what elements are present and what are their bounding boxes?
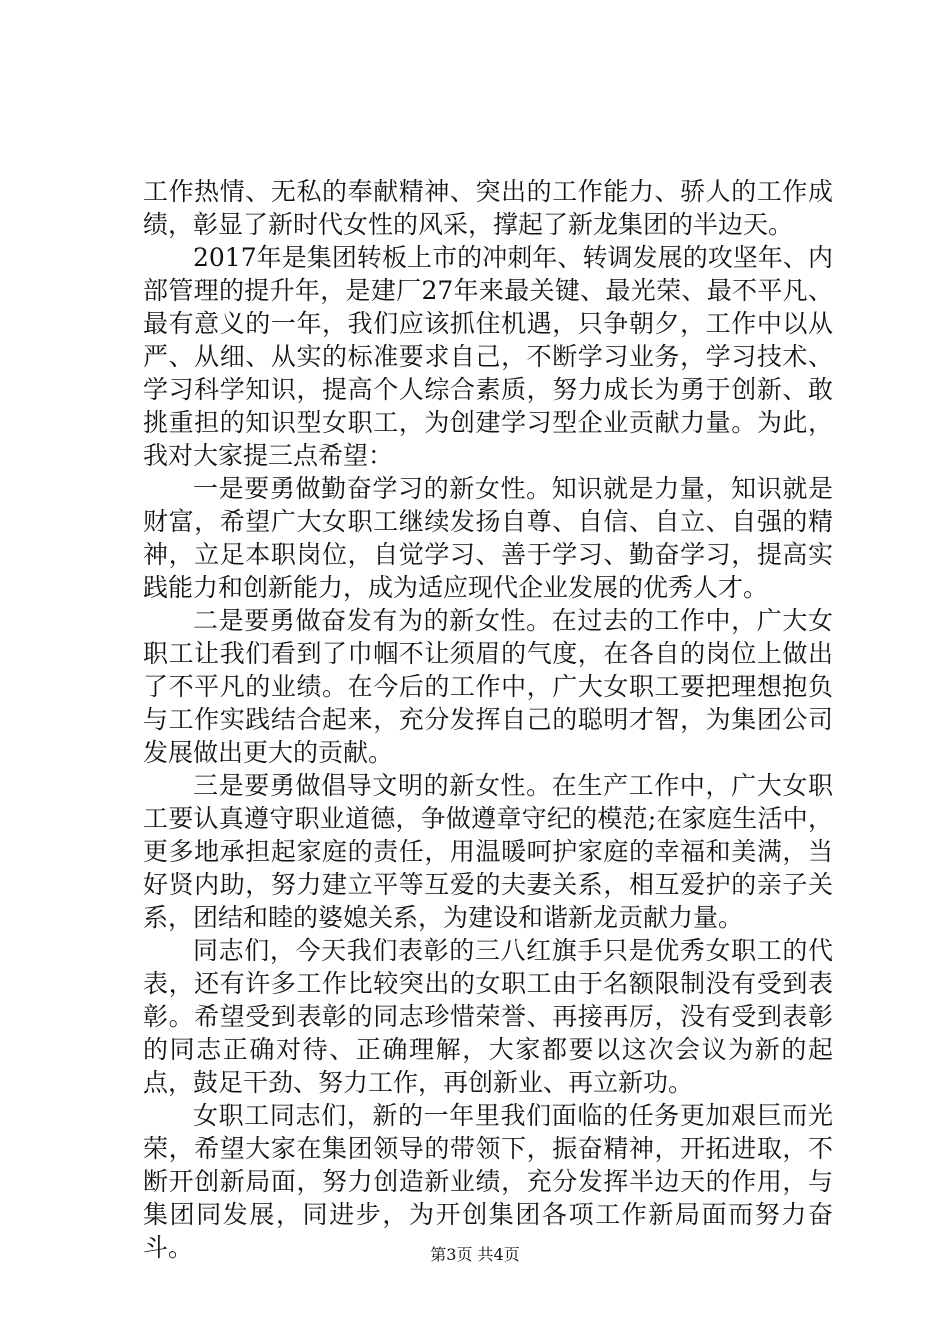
paragraph-hope-one: 一是要勇做勤奋学习的新女性。知识就是力量，知识就是财富，希望广大女职工继续发扬自尊、自信、自立、自强的精神，立足本职岗位，自觉学习、善于学习、勤奋学习，提高实践能力和创新能力，成为适应现代企业发展的优秀人才。 xyxy=(143,474,833,602)
paragraph-2017-goals: 2017年是集团转板上市的冲刺年、转调发展的攻坚年、内部管理的提升年，是建厂27年来最关键、最光荣、最不平凡、最有意义的一年，我们应该抓住机遇，只争朝夕，工作中以从严、从细、从实的标准要求自己，不断学习业务，学习技术、学习科学知识，提高个人综合素质，努力成长为勇于创新、敢挑重担的知识型女职工，为创建学习型企业贡献力量。为此，我对大家提三点希望： xyxy=(143,243,833,470)
paragraph-hope-two: 二是要勇做奋发有为的新女性。在过去的工作中，广大女职工让我们看到了巾帼不让须眉的气度，在各自的岗位上做出了不平凡的业绩。在今后的工作中，广大女职工要把理想抱负与工作实践结合起来，充分发挥自己的聪明才智，为集团公司发展做出更大的贡献。 xyxy=(143,606,833,767)
paragraph-hope-three: 三是要勇做倡导文明的新女性。在生产工作中，广大女职工要认真遵守职业道德，争做遵章守纪的模范;在家庭生活中，更多地承担起家庭的责任，用温暖呵护家庭的幸福和美满，当好贤内助，努力建立平等互爱的夫妻关系，相互爱护的亲子关系，团结和睦的婆媳关系，为建设和谐新龙贡献力量。 xyxy=(143,771,833,932)
paragraph-comrades: 同志们，今天我们表彰的三八红旗手只是优秀女职工的代表，还有许多工作比较突出的女职工由于名额限制没有受到表彰。希望受到表彰的同志珍惜荣誉、再接再厉，没有受到表彰的同志正确对待、正确理解，大家都要以这次会议为新的起点，鼓足干劲、努力工作，再创新业、再立新功。 xyxy=(143,936,833,1097)
paragraph-closing: 女职工同志们，新的一年里我们面临的任务更加艰巨而光荣，希望大家在集团领导的带领下，振奋精神，开拓进取，不断开创新局面，努力创造新业绩，充分发挥半边天的作用，与集团同发展，同进步，为开创集团各项工作新局面而努力奋斗。 xyxy=(143,1101,833,1262)
page-footer: 第3页 共4页 xyxy=(430,1245,520,1264)
document-body xyxy=(143,175,833,1264)
paragraph-continued: 工作热情、无私的奉献精神、突出的工作能力、骄人的工作成绩，彰显了新时代女性的风采，撑起了新龙集团的半边天。 xyxy=(143,177,833,239)
